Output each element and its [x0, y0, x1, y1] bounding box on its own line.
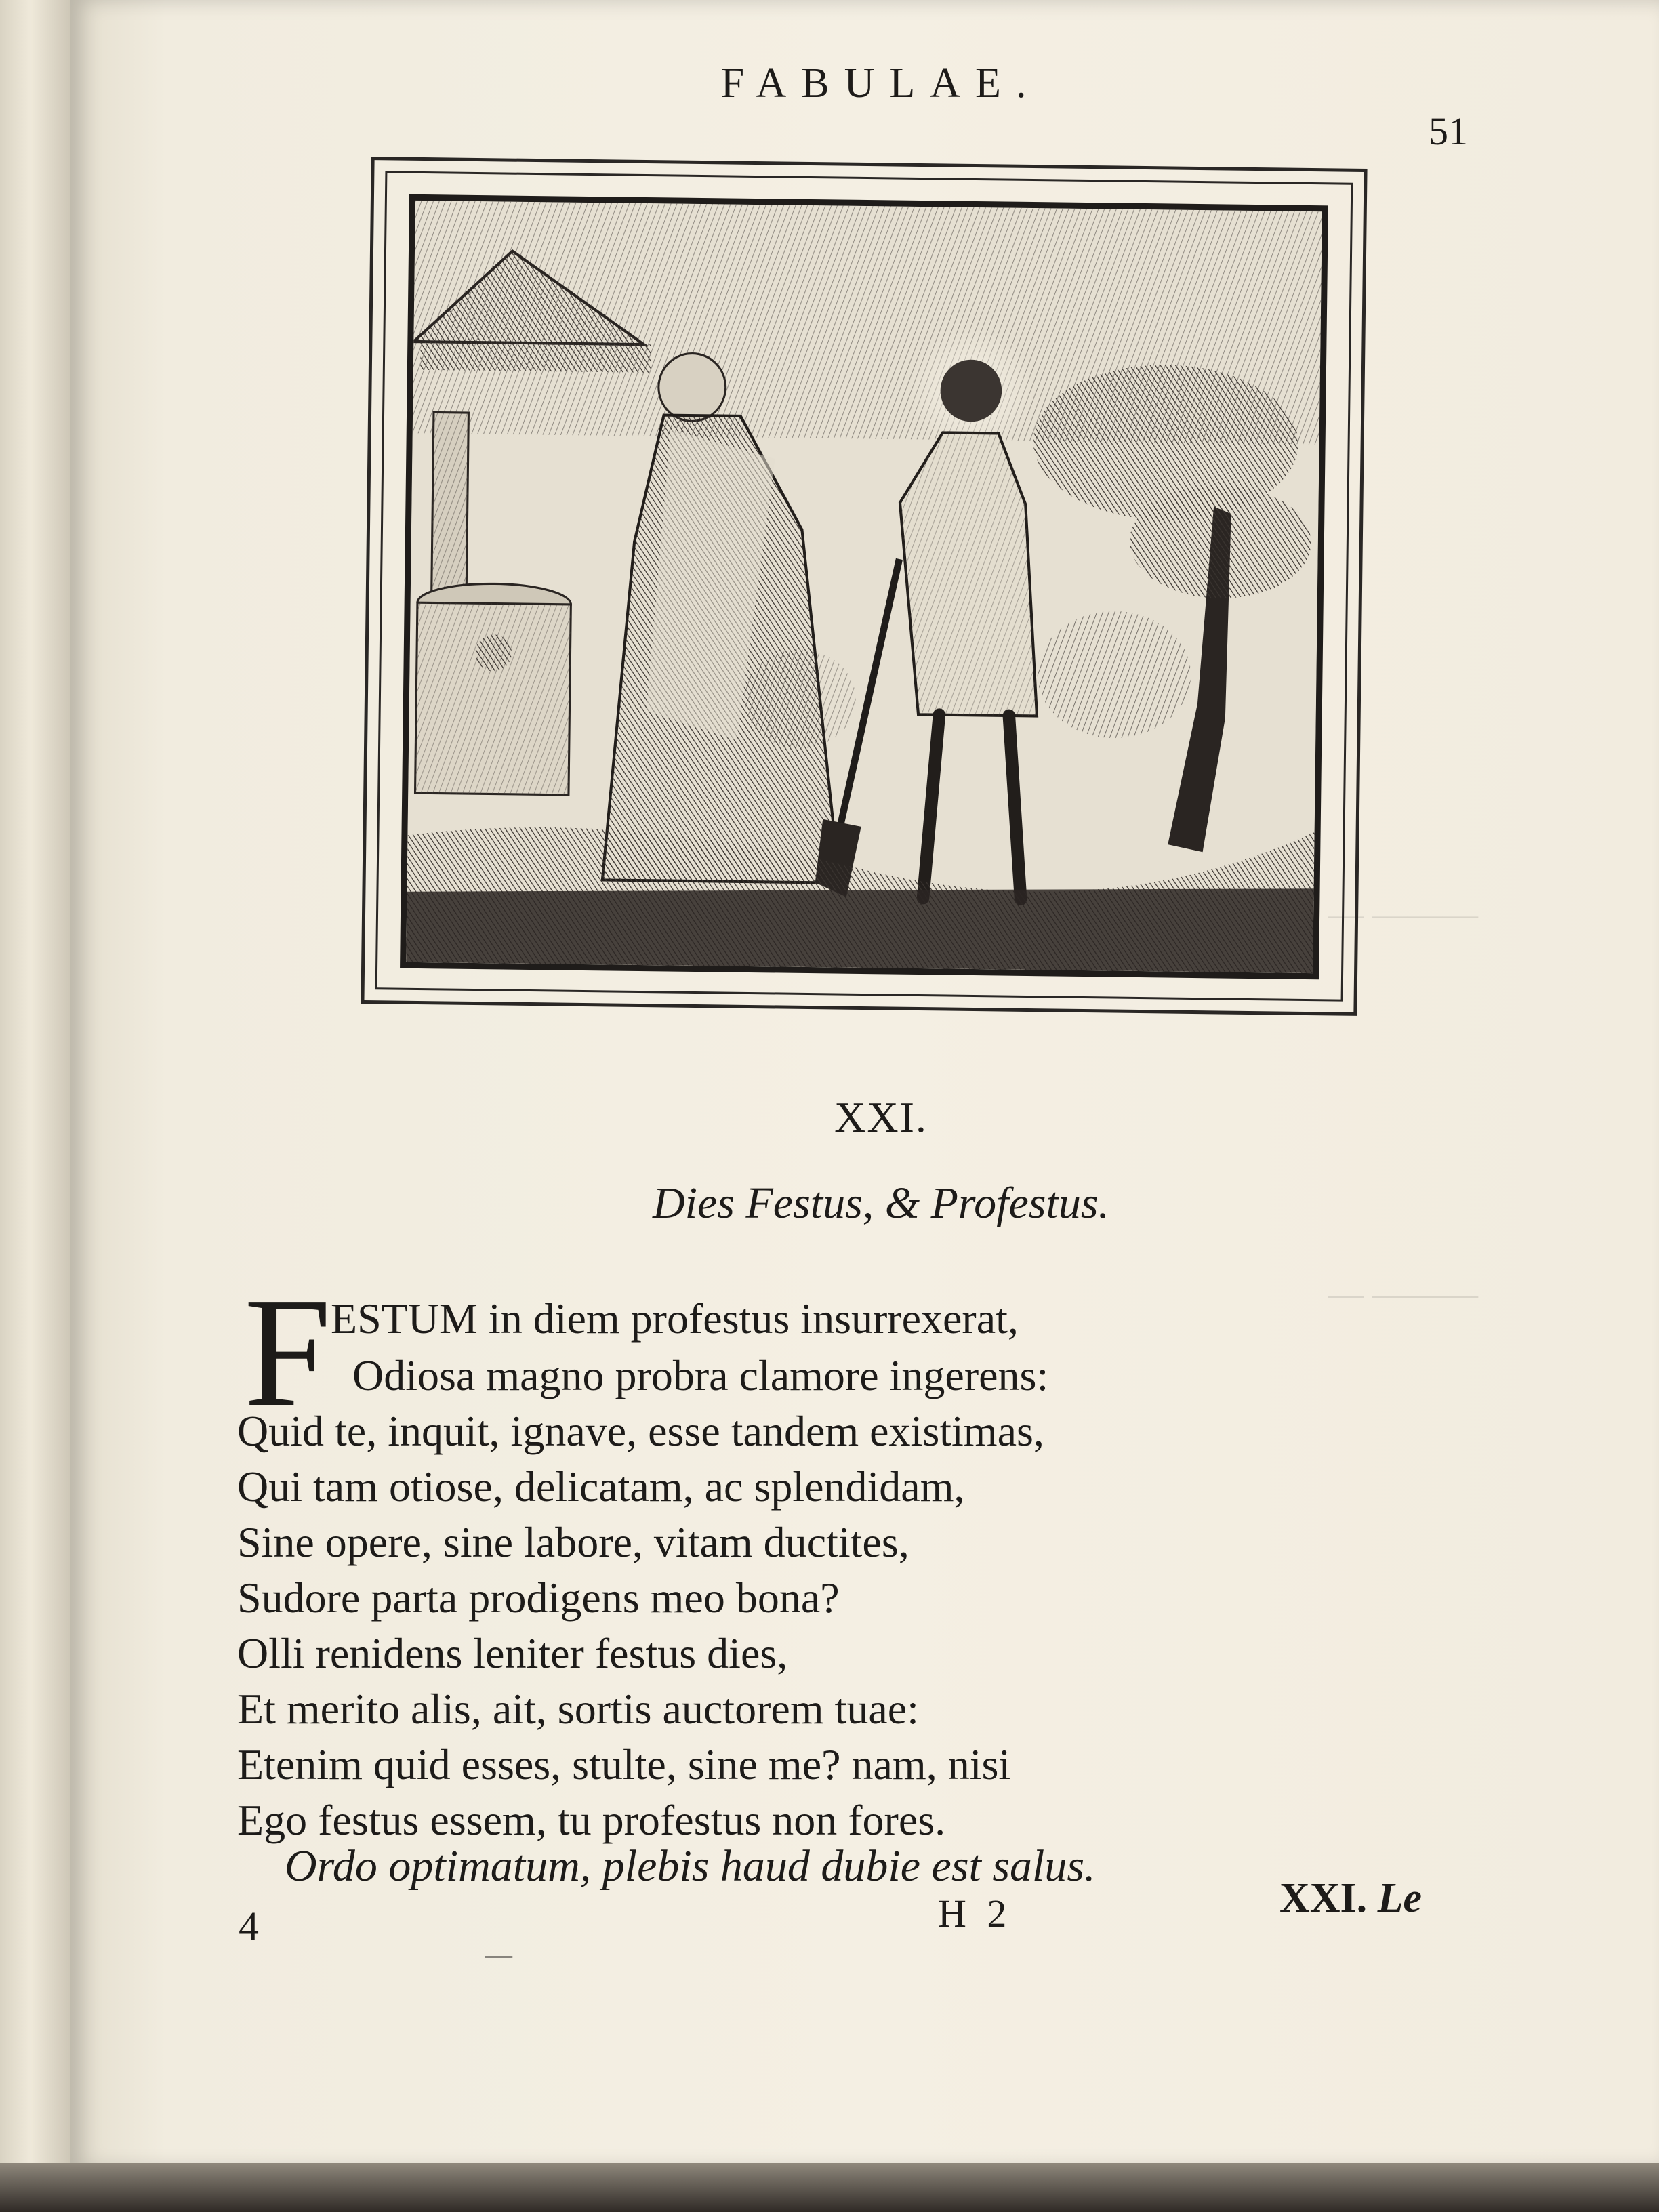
verse-line: Et merito alis, ait, sortis auctorem tuae: — [237, 1685, 919, 1733]
illustration-frame — [361, 157, 1367, 1016]
verse-line: Etenim quid esses, stulte, sine me? nam, nisi — [237, 1740, 1011, 1788]
folio-mark: 4 — [239, 1904, 259, 1948]
running-title: FABULAE. — [720, 60, 1042, 106]
verse-line: Qui tam otiose, delicatam, ac splendidam, — [237, 1462, 965, 1511]
stray-mark: — — [485, 1939, 512, 1969]
fable-number: XXI. — [834, 1093, 928, 1141]
verse-line: ESTUM in diem profestus insurrexerat, — [331, 1294, 1019, 1343]
drop-capital: F — [244, 1265, 332, 1439]
catchword-word: Le — [1377, 1875, 1422, 1921]
page-number: 51 — [1429, 109, 1468, 153]
engraving-illustration — [400, 194, 1328, 979]
verse-line: Olli renidens leniter festus dies, — [237, 1629, 788, 1677]
verse-line: Sine opere, sine labore, vitam ductites, — [237, 1518, 909, 1566]
show-through: ― ――― — [1328, 1275, 1478, 1313]
book-gutter — [0, 0, 76, 2212]
verse-line: Sudore parta prodigens meo bona? — [237, 1574, 840, 1622]
catchword-number: XXI. — [1279, 1875, 1368, 1921]
show-through: ― ――― — [1328, 895, 1478, 934]
catchword — [1279, 1875, 1422, 1923]
page-bottom-edge — [0, 2163, 1659, 2212]
verse-line: Odiosa magno probra clamore ingerens: — [352, 1351, 1049, 1399]
moral-line: Ordo optimatum, plebis haud dubie est salus. — [285, 1841, 1096, 1891]
verse-line: Quid te, inquit, ignave, esse tandem existimas, — [237, 1407, 1044, 1455]
engraving-plate-icon — [406, 201, 1322, 973]
fable-title: Dies Festus, & Profestus. — [652, 1179, 1110, 1228]
signature-mark: H 2 — [938, 1891, 1012, 1936]
verse-line: Ego festus essem, tu profestus non fores. — [237, 1796, 946, 1844]
